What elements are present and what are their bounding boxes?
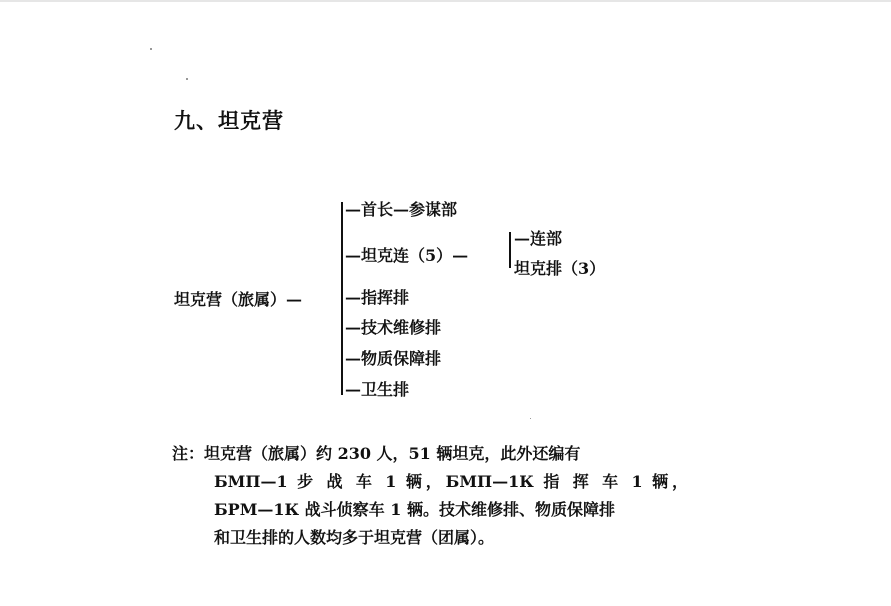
section-heading: 九、坦克营 <box>174 108 284 133</box>
note-line: 和卫生排的人数均多于坦克营（团属）。 <box>214 528 495 547</box>
sub-branch-tank-platoon: 坦克排（3） <box>514 259 606 278</box>
note-line: 注：坦克营（旅属）约 230 人，51 辆坦克，此外还编有 <box>172 444 581 463</box>
branch-medical-platoon: —卫生排 <box>345 380 410 399</box>
top-border <box>0 0 891 2</box>
branch-hq: —首长—参谋部 <box>345 200 458 219</box>
scan-speck <box>530 418 531 419</box>
branch-tank-company: —坦克连（5）— <box>345 246 469 265</box>
branch-maintenance-platoon: —技术维修排 <box>345 318 442 337</box>
branch-command-platoon: —指挥排 <box>345 288 410 307</box>
sub-bracket-line <box>509 232 511 268</box>
note-line: БРМ—1К 战斗侦察车 1 辆。技术维修排、物质保障排 <box>214 500 615 519</box>
main-bracket-line <box>341 202 343 395</box>
note-paragraph <box>172 440 688 552</box>
sub-branch-company-hq: —连部 <box>514 229 563 248</box>
root-node-label: 坦克营（旅属）— <box>174 290 303 309</box>
scan-speck <box>186 78 188 80</box>
note-line: БМП—1 步 战 车 1 辆，БМП—1К 指 挥 车 1 辆， <box>214 472 688 491</box>
branch-supply-platoon: —物质保障排 <box>345 349 442 368</box>
scan-speck <box>150 48 152 50</box>
